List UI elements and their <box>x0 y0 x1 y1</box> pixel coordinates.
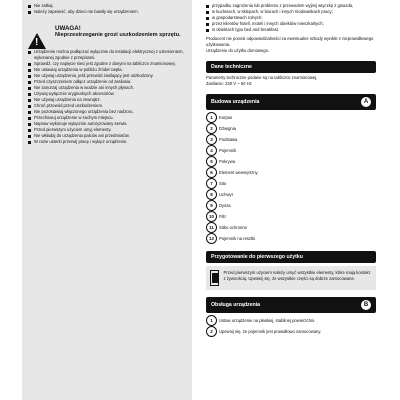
left-bullet-text: Nie ustawiaj urządzenia w pobliżu źródeł ciepła. <box>34 67 123 72</box>
bullet-dot <box>28 129 31 132</box>
bullet-dot <box>28 141 31 144</box>
usage-item <box>206 326 376 337</box>
section-prep-title: Przygotowanie do pierwszego użytku <box>211 254 303 260</box>
right-top-bullet-text: w kuchniach, w sklepach, w biurach i innych środowiskach pracy; <box>212 9 333 14</box>
section-technical-title: Dane techniczne <box>211 64 252 70</box>
section-usage-header <box>206 297 376 313</box>
build-item-text: Sitko ochronne <box>219 224 247 230</box>
bullet-dot <box>206 23 209 26</box>
left-top-text <box>22 0 192 15</box>
build-item <box>206 200 376 211</box>
bullet-dot <box>206 11 209 14</box>
bullet-dot <box>28 63 31 66</box>
build-item <box>206 233 376 244</box>
build-list <box>206 112 376 244</box>
left-column <box>22 0 192 400</box>
build-item <box>206 145 376 156</box>
left-bullet-text: Przed czyszczeniem odłącz urządzenie od zasilania. <box>34 79 132 84</box>
left-bullet-text: Chroń przewód przed uszkodzeniem. <box>34 103 104 108</box>
build-item-text: Filtr <box>219 213 226 219</box>
right-column <box>202 0 380 400</box>
number-circle: 10 <box>206 211 217 222</box>
bullet-dot <box>28 81 31 84</box>
number-circle: 4 <box>206 145 217 156</box>
section-prep-header <box>206 251 376 263</box>
section-prep-text: Przed pierwszym użyciem należy umyć wszystkie elementy, które mają kontakt z żywnością. Upewnij się, że wszystkie części są dobrze zamocowane. <box>223 270 370 281</box>
section-prep-row <box>210 270 372 286</box>
number-circle: 5 <box>206 156 217 167</box>
section-prep <box>202 251 380 290</box>
build-item-text: Dźwignia <box>219 125 236 131</box>
number-circle: 11 <box>206 222 217 233</box>
section-technical-text-1: Parametry techniczne podane są na tabliczce znamionowej. <box>206 75 318 80</box>
build-item-text: Pojemnik na resztki <box>219 235 256 241</box>
left-bullet-text: Używaj wyłącznie oryginalnych akcesoriów. <box>34 91 115 96</box>
build-item-text: Sito <box>219 180 227 186</box>
right-top-bullet-text: przez klientów hoteli, moteli i innych obiektów mieszkalnych; <box>212 21 324 26</box>
usage-item-text: Ustaw urządzenie na płaskiej, stabilnej powierzchni. <box>219 317 316 323</box>
build-item <box>206 222 376 233</box>
section-technical-header <box>206 61 376 73</box>
section-build-header <box>206 94 376 110</box>
build-item-text: Pojemnik <box>219 147 237 153</box>
left-top-line-1: Nie zatkaj. <box>34 3 54 8</box>
left-bullet-text: Nie zanurzaj urządzenia w wodzie ani innych płynach. <box>34 85 135 90</box>
right-top-bullet-text: przypadku zagrożenia lub problemu z przewodem wyjmij wtyczkę z gniazda, <box>212 3 354 8</box>
build-item <box>206 134 376 145</box>
build-item <box>206 123 376 134</box>
section-usage-title: Obsługa urządzenia <box>211 302 261 308</box>
build-item <box>206 156 376 167</box>
bullet-dot <box>206 17 209 20</box>
right-top-bullet <box>206 27 376 33</box>
usage-list <box>206 315 376 337</box>
section-technical-body <box>206 75 376 87</box>
number-circle: 7 <box>206 178 217 189</box>
usage-item-text: Upewnij się, że pojemnik jest prawidłowo zamocowany. <box>219 328 322 334</box>
section-usage-badge: B <box>361 300 371 310</box>
right-top-bullet-text: w gospodarstwach rolnych; <box>212 15 263 20</box>
build-item <box>206 167 376 178</box>
left-bullet-text: Urządzenie można podłączać wyłącznie do instalacji elektrycznej z uziemieniem, wykonanej zgodnie z przepisami. <box>34 49 184 60</box>
left-bullet <box>28 139 186 145</box>
build-item-text: Dysza <box>219 202 231 208</box>
bullet-dot <box>28 99 31 102</box>
left-bullet-text: Nie używaj urządzenia, jeśli przewód zasilający jest uszkodzony. <box>34 73 154 78</box>
section-technical-text-2: Zasilanie: 230 V ~ 50 Hz <box>206 81 252 86</box>
number-circle: 1 <box>206 315 217 326</box>
right-top-bullet-text: w obiektach typu bed and breakfast. <box>212 27 280 32</box>
bullet-dot <box>28 93 31 96</box>
manual-page <box>22 0 380 400</box>
right-top-text <box>202 0 380 54</box>
section-prep-panel <box>206 266 376 290</box>
build-item <box>206 178 376 189</box>
build-item <box>206 211 376 222</box>
bullet-dot <box>28 87 31 90</box>
bullet-dot <box>206 29 209 32</box>
left-bullet-text: Nie używaj urządzenia na zewnątrz. <box>34 97 101 102</box>
bullet-dot <box>28 117 31 120</box>
bullet-dot <box>28 75 31 78</box>
info-icon-shape <box>212 273 218 283</box>
bullet-dot <box>28 111 31 114</box>
number-circle: 8 <box>206 189 217 200</box>
number-circle: 9 <box>206 200 217 211</box>
bullet-dot <box>206 5 209 8</box>
bullet-dot <box>28 11 31 14</box>
section-build <box>202 94 380 244</box>
bullet-dot <box>28 51 31 54</box>
section-build-title: Budowa urządzenia <box>211 99 260 105</box>
build-item <box>206 112 376 123</box>
info-icon <box>210 270 219 286</box>
left-bullet-text: Nie wkładaj do urządzenia palców ani przedmiotów. <box>34 133 130 138</box>
left-bullet-text: W razie usterki przerwij pracę i wyłącz urządzenie. <box>34 139 128 144</box>
bullet-dot <box>28 69 31 72</box>
bullet-dot <box>28 135 31 138</box>
right-top-note: Producent nie ponosi odpowiedzialności za ewentualne szkody wynikłe z nieprawidłowego użytkowania. <box>206 36 374 47</box>
bullet-dot <box>28 123 31 126</box>
left-bullet <box>28 49 186 61</box>
number-circle: 3 <box>206 134 217 145</box>
left-bullet-text: Napraw wykonuje wyłącznie autoryzowany serwis. <box>34 121 128 126</box>
section-usage <box>202 297 380 337</box>
build-item-text: Korpus <box>219 114 233 120</box>
number-circle: 12 <box>206 233 217 244</box>
section-technical <box>202 61 380 87</box>
left-bullet-text: Nie pozostawiaj włączonego urządzenia bez nadzoru. <box>34 109 134 114</box>
build-item-text: Uchwyt <box>219 191 233 197</box>
bullet-dot <box>28 105 31 108</box>
bullet-dot <box>28 5 31 8</box>
right-top-note-2: Urządzenie do użytku domowego. <box>206 48 270 53</box>
number-circle: 2 <box>206 326 217 337</box>
build-item-text: Podstawa <box>219 136 238 142</box>
warning-triangle-icon <box>28 33 46 49</box>
left-top-bullet <box>28 9 186 15</box>
section-build-badge: A <box>361 97 371 107</box>
left-bullets <box>22 49 192 145</box>
build-item-text: Element wewnętrzny <box>219 169 258 175</box>
warning-title: UWAGA! <box>55 25 81 32</box>
warning-heading <box>55 25 187 39</box>
left-bullet-text: Przechowuj urządzenie w suchym miejscu. <box>34 115 114 120</box>
usage-item <box>206 315 376 326</box>
left-bullet-text: Przed pierwszym użyciem umyj elementy. <box>34 127 112 132</box>
warning-subtitle: Nieprzestrzeganie grozi uszkodzeniem sprzętu. <box>55 32 181 38</box>
number-circle: 1 <box>206 112 217 123</box>
number-circle: 2 <box>206 123 217 134</box>
build-item <box>206 189 376 200</box>
warning-box <box>22 21 192 43</box>
number-circle: 6 <box>206 167 217 178</box>
left-bullet-text: Sprawdź, czy napięcie sieci jest zgodne z danymi na tabliczce znamionowej. <box>34 61 176 66</box>
left-top-line-2: Należy zapewnić, aby dzieci nie bawiły się urządzeniem. <box>34 9 139 14</box>
build-item-text: Pokrywa <box>219 158 236 164</box>
